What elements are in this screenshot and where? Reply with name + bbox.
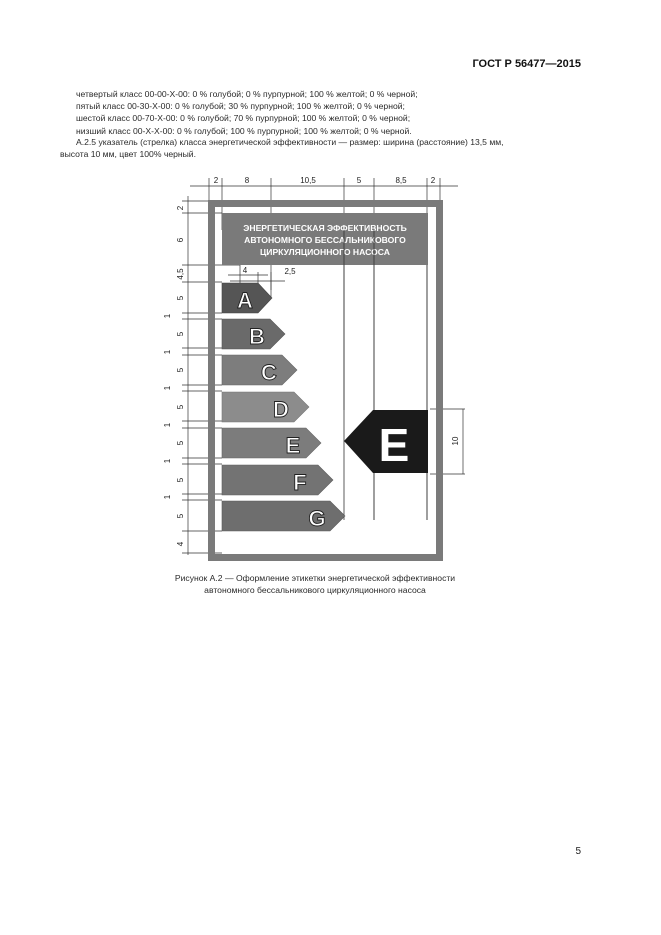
left-dim-label: 5 [176,295,185,301]
class-arrow-d [222,392,309,422]
right-dim-label: 10 [451,436,460,446]
class-line-6: шестой класс 00-70-Х-00: 0 % голубой; 70 % пурпурной; 100 % желтой; 0 % черной; [76,113,411,124]
class-arrow-g [222,501,345,531]
label-title-line-2: АВТОНОМНОГО БЕССАЛЬНИКОВОГО [244,235,406,245]
left-dim-label: 6 [176,237,185,243]
class-arrow-e [222,428,321,458]
class-letter-d: D [273,397,289,422]
inner-dim-label: 4 [242,266,248,275]
left-dim-label: 1 [163,349,172,355]
class-line-5: пятый класс 00-30-Х-00: 0 % голубой; 30 % пурпурной; 100 % желтой; 0 % черной; [76,101,405,112]
inner-dimension-labels [243,266,296,276]
document-code: ГОСТ Р 56477—2015 [472,58,581,70]
left-dim-label: 4,5 [176,268,185,280]
top-dim-label: 5 [356,176,362,185]
right-vertical-guides [344,230,427,520]
left-dim-label: 5 [176,477,185,483]
left-dim-label: 5 [176,331,185,337]
class-letter-e: E [285,433,301,458]
figure-caption-line-1: Рисунок А.2 — Оформление этикетки энергетической эффективности [174,573,456,583]
top-dim-label: 2 [213,176,219,185]
top-dim-label: 8 [244,176,250,185]
top-dim-label: 8,5 [395,176,407,185]
class-letter-g: G [308,506,326,531]
class-letter-a: A [237,288,253,313]
page-number: 5 [575,846,581,857]
class-arrow-c [222,355,297,385]
left-dim-label: 1 [163,494,172,500]
left-dim-label: 1 [163,422,172,428]
left-dim-label: 5 [176,440,185,446]
class-line-4: четвертый класс 00-00-Х-00: 0 % голубой; 0 % пурпурной; 100 % желтой; 0 % черной; [76,89,418,99]
class-line-7: низший класс 00-Х-Х-00: 0 % голубой; 100 % пурпурной; 100 % желтой; 0 % черной. [76,125,412,136]
left-dim-label: 4 [176,541,185,547]
left-dim-label: 1 [163,458,172,464]
paragraph-a25-line1: А.2.5 указатель (стрелка) класса энергетической эффективности — размер: ширина (расстояние) 13,5 мм, [76,137,504,147]
label-title-line-3: ЦИРКУЛЯЦИОННОГО НАСОСА [259,247,391,257]
class-indicator-letter: E [378,419,410,471]
top-dim-label: 2 [430,176,436,185]
top-dimension-labels [214,176,436,185]
left-dim-label: 5 [176,513,185,519]
left-dim-label: 5 [176,367,185,373]
class-scale [222,283,345,531]
paragraph-a25-line2: высота 10 мм, цвет 100% черный. [60,149,196,160]
class-letter-b: B [249,324,265,349]
left-dim-label: 1 [163,385,172,391]
class-letter-f: F [293,470,307,495]
top-dim-label: 10,5 [300,176,316,185]
left-dim-label: 2 [176,205,185,211]
inner-dim-label: 2,5 [284,267,296,276]
class-arrow-f [222,465,333,495]
left-dim-label: 5 [176,404,185,410]
left-dimension-labels [163,205,185,546]
figure-caption-line-2: автономного бессальникового циркуляционного насоса [204,585,426,596]
figure-caption [100,572,530,597]
left-dim-label: 1 [163,313,172,319]
label-title-line-1: ЭНЕРГЕТИЧЕСКАЯ ЭФФЕКТИВНОСТЬ [243,223,407,233]
class-letter-c: C [261,360,277,385]
